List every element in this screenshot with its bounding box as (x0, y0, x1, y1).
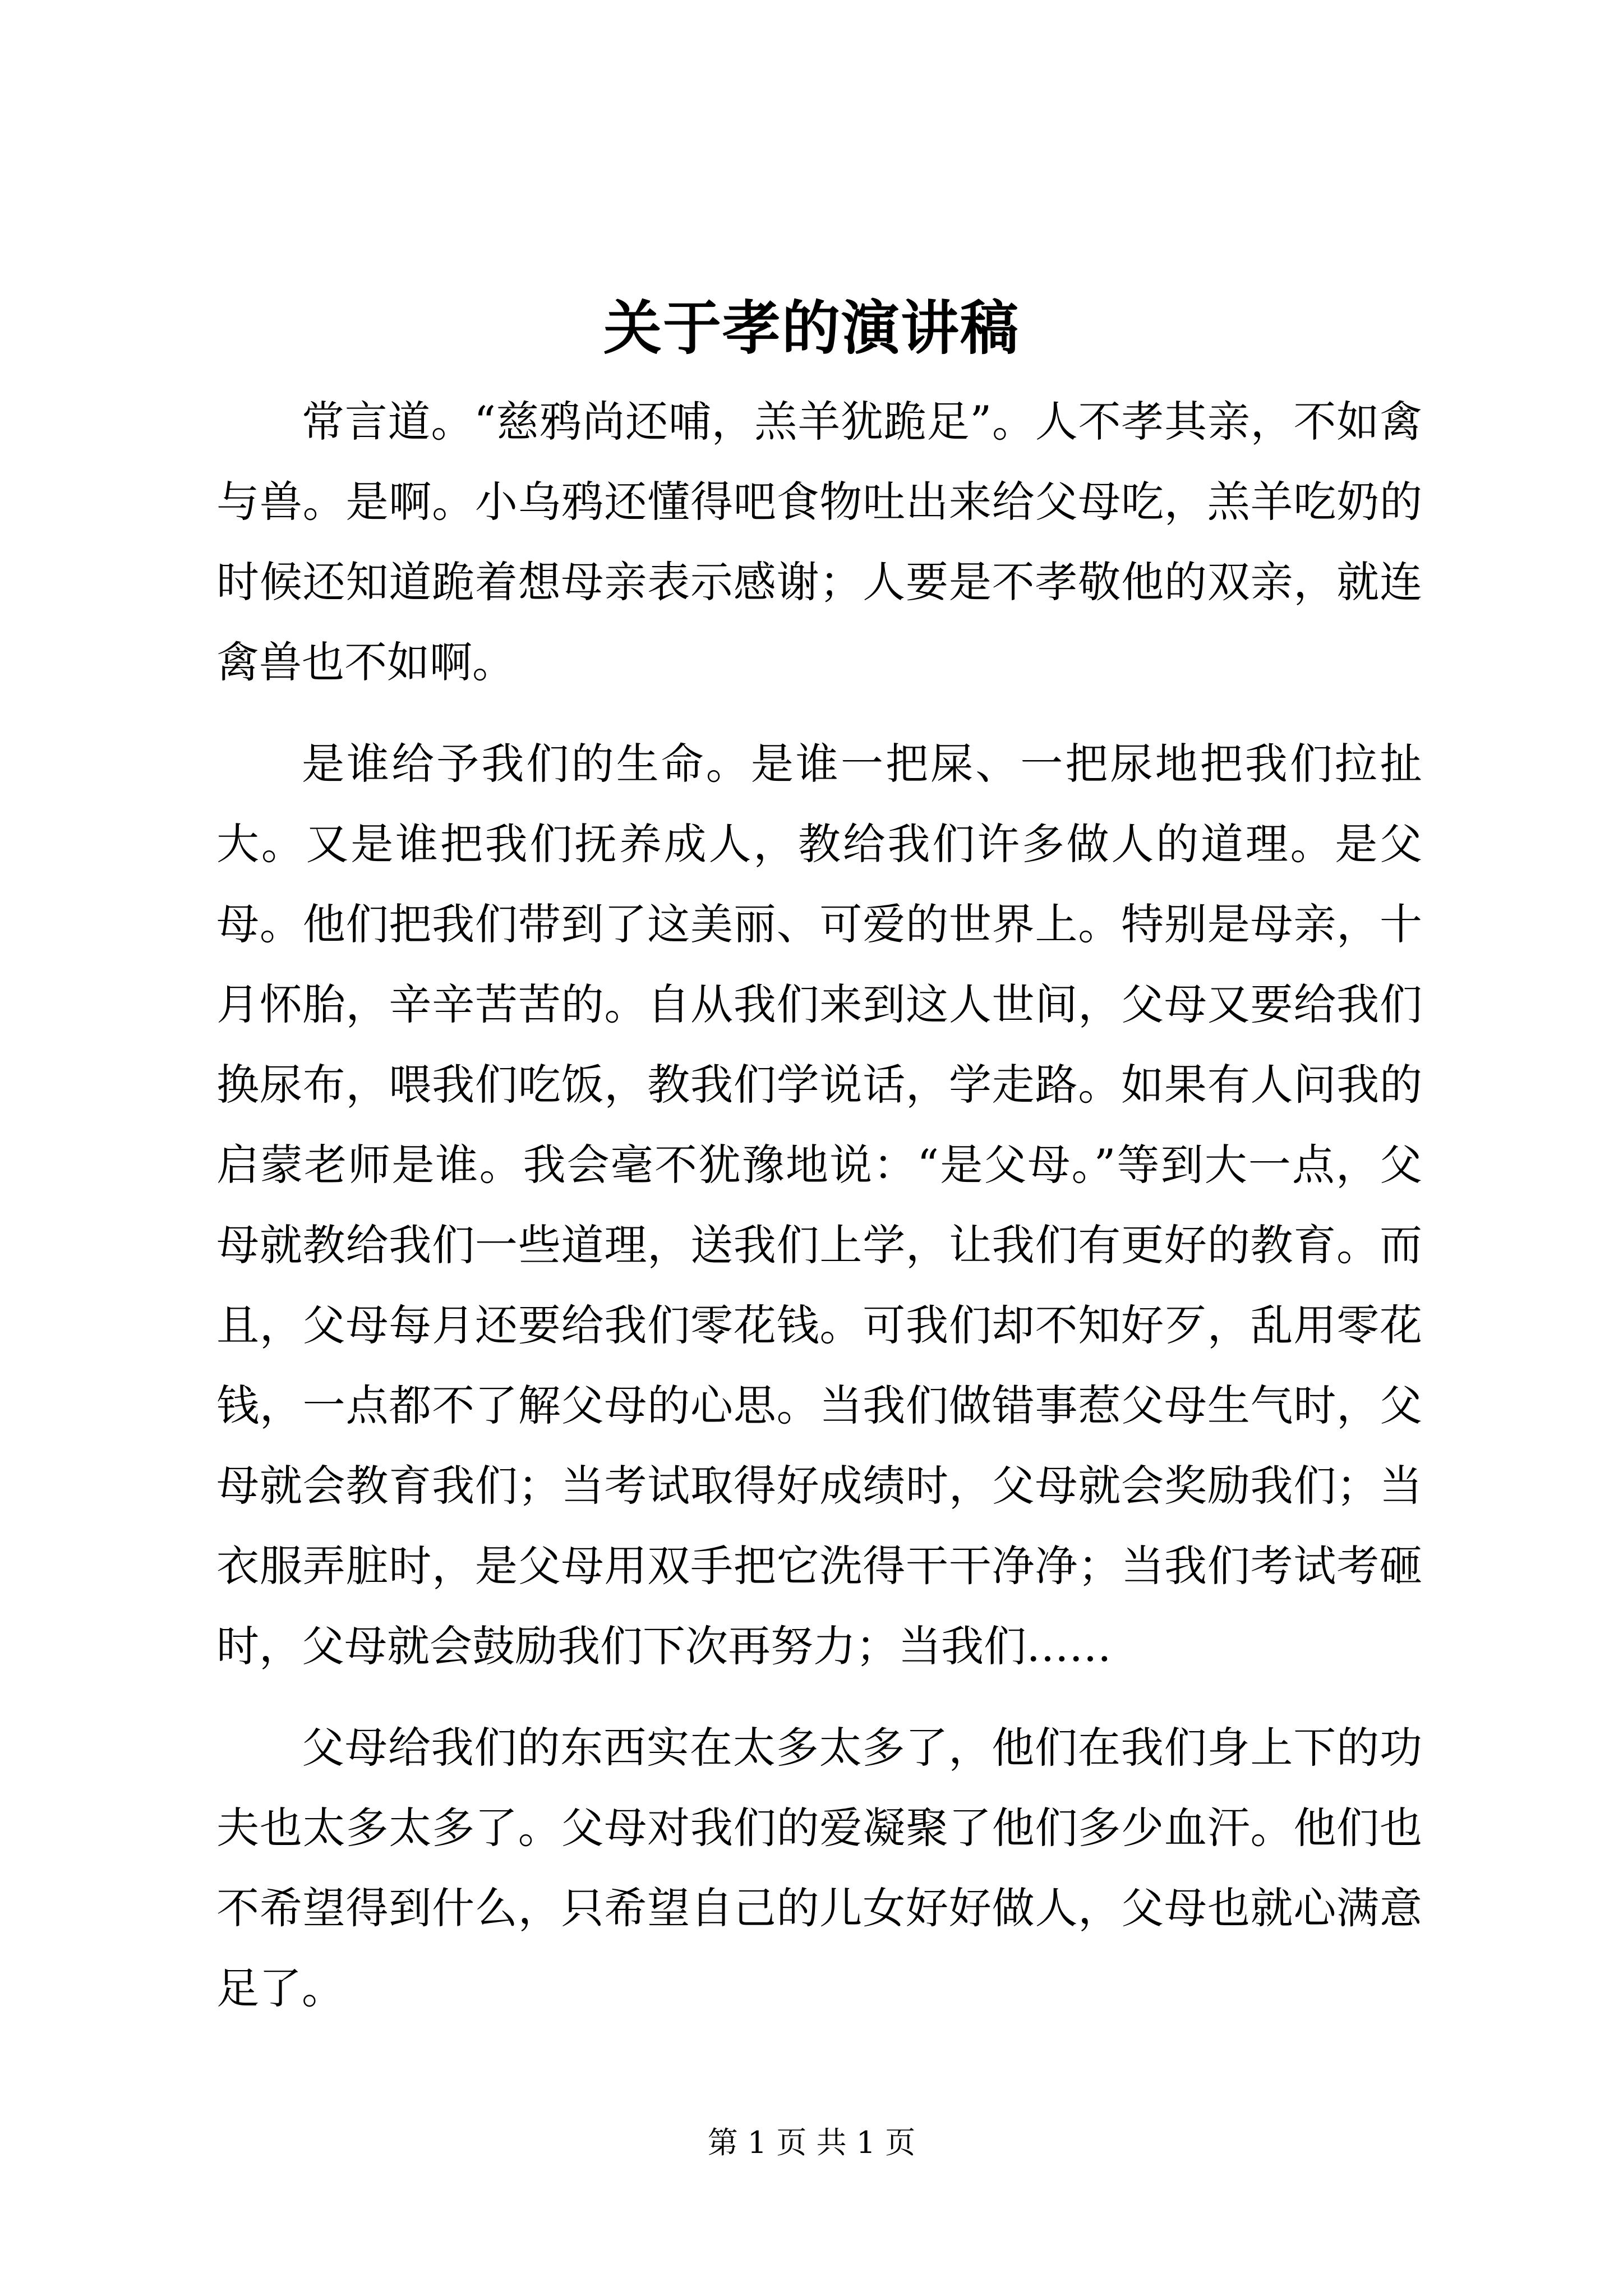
document-title: 关于孝的演讲稿 (603, 293, 1020, 362)
paragraph-2: 是谁给予我们的生命。是谁一把屎、一把尿地把我们拉扯大。又是谁把我们抚养成人，教给我们许多做人的道理。是父母。他们把我们带到了这美丽、可爱的世界上。特别是母亲，十月怀胎，辛辛苦苦的。自从我们来到这人世间，父母又要给我们换尿布，喂我们吃饭，教我们学说话，学走路。如果有人问我的启蒙老师是谁。我会毫不犹豫地说：“是父母。”等到大一点，父母就教给我们一些道理，送我们上学，让我们有更好的教育。而且，父母每月还要给我们零花钱。可我们却不知好歹，乱用零花钱，一点都不了解父母的心思。当我们做错事惹父母生气时，父母就会教育我们；当考试取得好成绩时，父母就会奖励我们；当衣服弄脏时，是父母用双手把它洗得干干净净；当我们考试考砸时，父母就会鼓励我们下次再努力；当我们…… (216, 739, 1422, 1671)
paragraph-1: 常言道。“慈鸦尚还哺，羔羊犹跪足”。人不孝其亲，不如禽与兽。是啊。小乌鸦还懂得吧食物吐出来给父母吃，羔羊吃奶的时候还知道跪着想母亲表示感谢；人要是不孝敬他的双亲，就连禽兽也不如啊。 (216, 397, 1422, 687)
page-number-footer: 第 1 页 共 1 页 (707, 2125, 916, 2160)
paragraph-3: 父母给我们的东西实在太多太多了，他们在我们身上下的功夫也太多太多了。父母对我们的爱凝聚了他们多少血汗。他们也不希望得到什么，只希望自己的儿女好好做人，父母也就心满意足了。 (216, 1723, 1422, 2013)
document-body (216, 381, 1422, 2050)
